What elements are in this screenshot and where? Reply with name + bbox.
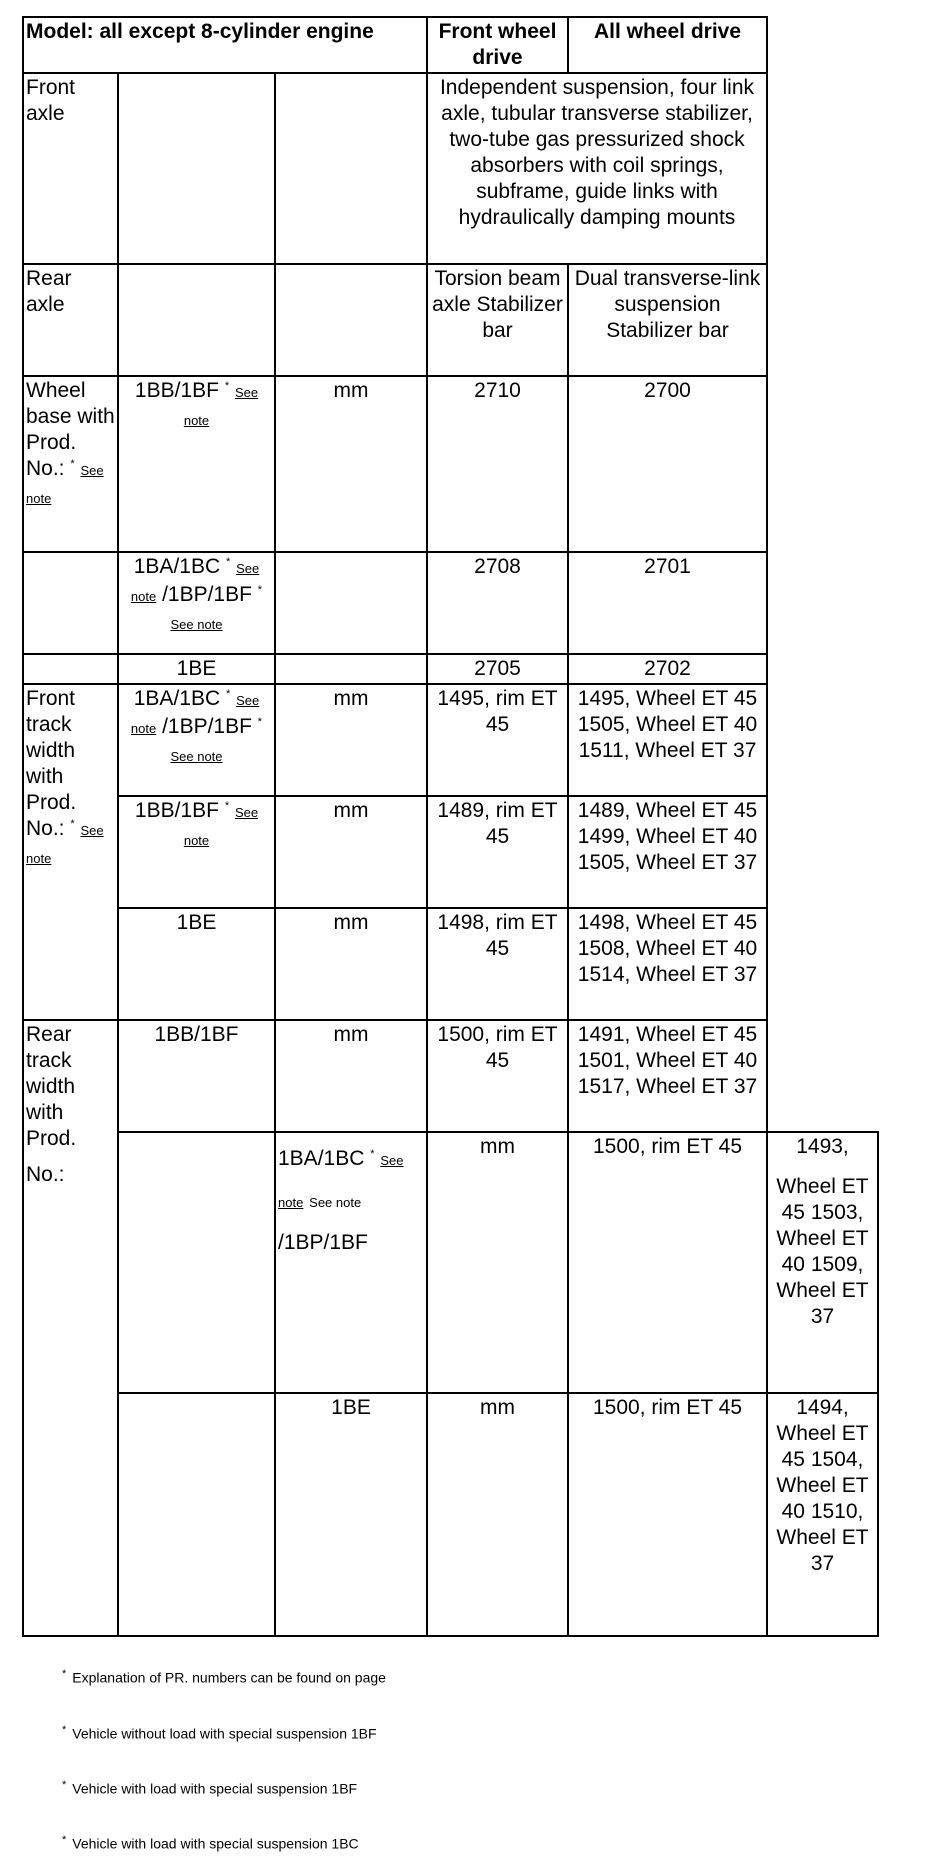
fwd-header: Front wheel drive [427, 17, 568, 73]
rear-axle-label: Rear axle [23, 264, 118, 376]
see-note-link[interactable]: See note [130, 693, 260, 736]
front-axle-value: Independent suspension, four link axle, tubular transverse stabilizer, two-tube gas pressurized shock absorbers with coil springs, subframe, guide links with hydraulically damping mounts [427, 73, 767, 264]
wheelbase-fwd-1: 2710 [427, 376, 568, 552]
front-track-awd-1: 1495, Wheel ET 45 1505, Wheel ET 40 1511, Wheel ET 37 [568, 684, 767, 796]
front-track-fwd-2: 1489, rim ET 45 [427, 796, 568, 908]
rear-axle-row [23, 264, 878, 376]
footnote-text: Vehicle without load with special suspension 1BF [72, 1725, 377, 1742]
front-track-row-2 [23, 796, 878, 908]
note-mark: * [224, 800, 230, 812]
front-axle-row [23, 73, 878, 264]
empty-cell [118, 73, 275, 264]
unit-cell: mm [427, 1132, 568, 1393]
code-cell [118, 684, 275, 796]
blank-cell [767, 1020, 878, 1132]
front-track-label [23, 684, 118, 1020]
note-mark: * [370, 1148, 375, 1160]
code-text: 1BA/1BC [133, 687, 221, 710]
footnote-3 [62, 1779, 357, 1797]
wheelbase-awd-1: 2700 [568, 376, 767, 552]
footnote-mark: * [62, 1834, 67, 1846]
see-note-link[interactable]: See note [130, 561, 260, 604]
empty-cell [118, 264, 275, 376]
footnote-text: Vehicle with load with special suspension 1BC [72, 1835, 359, 1852]
note-mark: * [70, 458, 75, 470]
rear-track-awd-3: 1494, Wheel ET 45 1504, Wheel ET 40 1510, Wheel ET 37 [767, 1393, 878, 1636]
wheelbase-label-text: Wheel base with Prod. No.: [26, 379, 115, 480]
rear-axle-awd: Dual transverse-link suspension Stabilizer bar [568, 264, 767, 376]
note-mark: * [225, 556, 231, 568]
front-track-awd-2: 1489, Wheel ET 45 1499, Wheel ET 40 1505, Wheel ET 37 [568, 796, 767, 908]
awd-header: All wheel drive [568, 17, 767, 73]
rear-track-label-no: No.: [26, 1163, 65, 1186]
rear-track-label-text: Rear track width with Prod. [26, 1023, 77, 1150]
code-text: /1BP/1BF [162, 715, 252, 738]
footnote-4 [62, 1834, 359, 1852]
rear-track-awd-1: 1491, Wheel ET 45 1501, Wheel ET 40 1517, Wheel ET 37 [568, 1020, 767, 1132]
blank-cell [767, 264, 878, 376]
rear-track-awd-2 [767, 1132, 878, 1393]
code-text: /1BP/1BF [162, 583, 252, 606]
wheelbase-fwd-3: 2705 [427, 654, 568, 684]
unit-cell: mm [427, 1393, 568, 1636]
see-note-link[interactable]: See note [278, 1153, 404, 1210]
code-cell: 1BE [118, 908, 275, 1020]
empty-cell [118, 1393, 275, 1636]
unit-cell: mm [275, 908, 427, 1020]
unit-cell: mm [275, 684, 427, 796]
empty-cell [275, 73, 427, 264]
empty-cell [275, 264, 427, 376]
code-cell: 1BE [275, 1393, 427, 1636]
wheelbase-awd-2: 2701 [568, 552, 767, 654]
blank-cell [767, 552, 878, 654]
code-cell [275, 1132, 427, 1393]
see-note-text[interactable]: See note [309, 1195, 362, 1210]
front-track-awd-3: 1498, Wheel ET 45 1508, Wheel ET 40 1514, Wheel ET 37 [568, 908, 767, 1020]
front-track-row-1 [23, 684, 878, 796]
blank-cell [767, 376, 878, 552]
see-note-link[interactable]: See note [170, 617, 223, 632]
see-note-link[interactable]: See note [26, 463, 104, 506]
note-mark: * [225, 688, 231, 700]
see-note-link[interactable]: See note [170, 749, 223, 764]
blank-cell [767, 908, 878, 1020]
unit-cell: mm [275, 1020, 427, 1132]
empty-cell [23, 654, 118, 684]
footnote-mark: * [62, 1779, 67, 1791]
wheelbase-row-1 [23, 376, 878, 552]
rear-track-fwd-2: 1500, rim ET 45 [568, 1132, 767, 1393]
blank-cell [767, 17, 878, 73]
wheelbase-row-2 [23, 552, 878, 654]
rear-track-label [23, 1020, 118, 1636]
note-mark: * [257, 584, 263, 596]
specification-table [22, 16, 879, 1637]
code-cell: 1BE [118, 654, 275, 684]
empty-cell [23, 552, 118, 654]
rear-track-row-2 [23, 1132, 878, 1393]
rear-track-row-1 [23, 1020, 878, 1132]
footnote-1 [62, 1668, 386, 1686]
code-text: 1BB/1BF [134, 379, 219, 402]
empty-cell [118, 1132, 275, 1393]
wheelbase-label [23, 376, 118, 552]
front-track-fwd-3: 1498, rim ET 45 [427, 908, 568, 1020]
front-track-fwd-1: 1495, rim ET 45 [427, 684, 568, 796]
wheelbase-awd-3: 2702 [568, 654, 767, 684]
front-track-label-text: Front track width with Prod. No.: [26, 687, 77, 840]
footnote-text: Vehicle with load with special suspension 1BF [72, 1780, 358, 1797]
code-cell [118, 796, 275, 908]
blank-cell [767, 684, 878, 796]
rear-track-fwd-3: 1500, rim ET 45 [568, 1393, 767, 1636]
see-note-link[interactable]: See note [26, 823, 104, 866]
code-cell [118, 376, 275, 552]
footnote-text: Explanation of PR. numbers can be found on page [72, 1669, 386, 1686]
see-note-link[interactable]: See note [183, 385, 259, 428]
blank-cell [767, 73, 878, 264]
rear-track-awd-2b: Wheel ET 45 1503, Wheel ET 40 1509, Wheel ET 37 [776, 1175, 869, 1328]
empty-cell [275, 654, 427, 684]
unit-cell: mm [275, 376, 427, 552]
blank-cell [767, 654, 878, 684]
front-track-row-3 [23, 908, 878, 1020]
code-text: 1BB/1BF [134, 799, 219, 822]
model-header: Model: all except 8-cylinder engine [23, 17, 427, 73]
footnote-mark: * [62, 1668, 67, 1680]
code-text: 1BA/1BC [133, 555, 221, 578]
code-cell: 1BB/1BF [118, 1020, 275, 1132]
unit-cell: mm [275, 796, 427, 908]
rear-track-fwd-1: 1500, rim ET 45 [427, 1020, 568, 1132]
footnote-mark: * [62, 1724, 67, 1736]
code-cell [118, 552, 275, 654]
blank-cell [767, 796, 878, 908]
code-text: 1BA/1BC [278, 1147, 365, 1170]
wheelbase-fwd-2: 2708 [427, 552, 568, 654]
footnote-2 [62, 1724, 377, 1742]
note-mark: * [70, 818, 75, 830]
rear-track-awd-2a: 1493, [796, 1135, 849, 1158]
header-row [23, 17, 878, 73]
rear-track-row-3 [23, 1393, 878, 1636]
front-axle-label: Front axle [23, 73, 118, 264]
wheelbase-row-3 [23, 654, 878, 684]
code-text: /1BP/1BF [278, 1231, 368, 1254]
rear-axle-fwd: Torsion beam axle Stabilizer bar [427, 264, 568, 376]
note-mark: * [257, 716, 263, 728]
note-mark: * [224, 380, 230, 392]
empty-cell [275, 552, 427, 654]
see-note-link[interactable]: See note [183, 805, 259, 848]
